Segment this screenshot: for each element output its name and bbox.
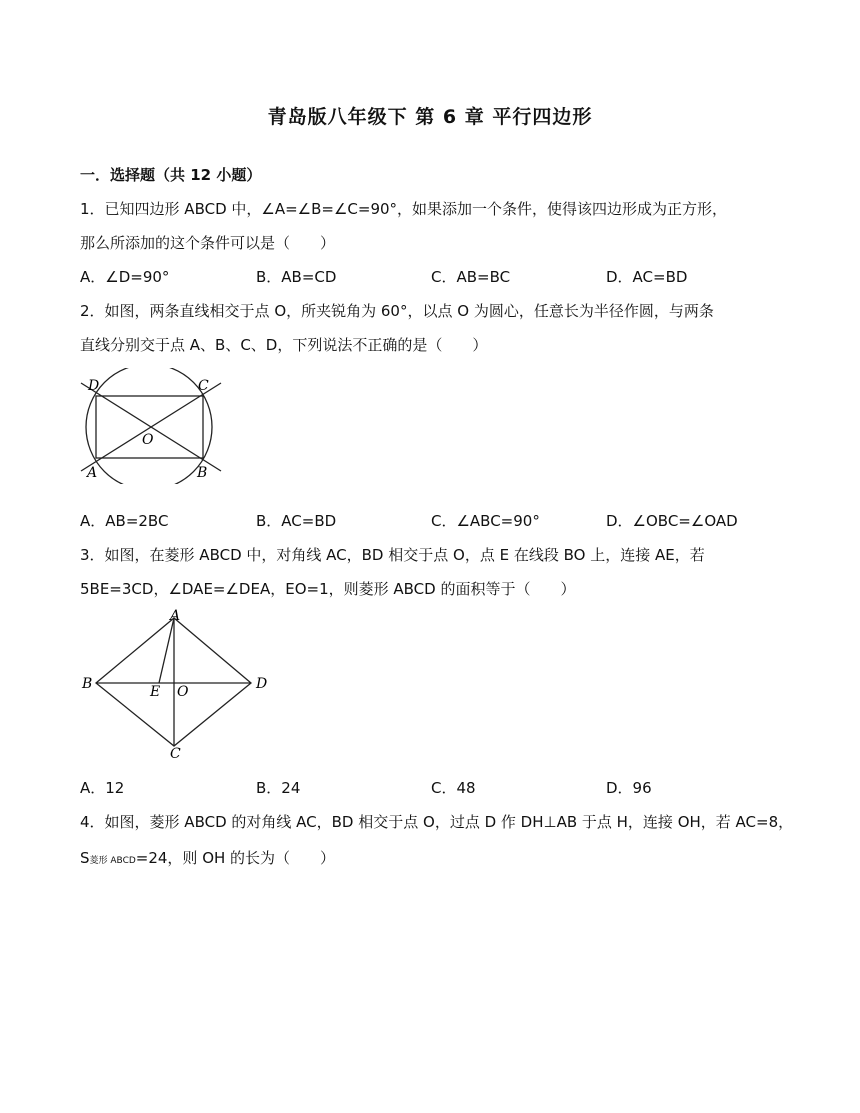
question-4-line-1: 4．如图，菱形 ABCD 的对角线 AC，BD 相交于点 O，过点 D 作 DH⊥AB 于点 H，连接 OH，若 AC=8， (80, 813, 794, 831)
question-2-option-c: C．∠ABC=90° (431, 512, 540, 530)
label-c: C (198, 378, 209, 394)
question-3-option-a: A．12 (80, 779, 125, 797)
question-2-option-d: D．∠OBC=∠OAD (606, 512, 738, 530)
label-o: O (142, 432, 154, 448)
question-1-option-d: D．AC=BD (606, 268, 688, 286)
label-b: B (197, 465, 208, 481)
question-1-line-2: 那么所添加的这个条件可以是（ ） (80, 234, 336, 252)
question-2-option-a: A．AB=2BC (80, 512, 169, 530)
rhombus-figure (78, 608, 274, 764)
circle-rectangle-figure (78, 368, 228, 484)
question-1-option-b: B．AB=CD (256, 268, 337, 286)
segment-ae (159, 618, 174, 683)
question-1-option-a: A．∠D=90° (80, 268, 170, 286)
question-3-option-d: D．96 (606, 779, 652, 797)
question-4-line-2 (80, 847, 335, 868)
page-title: 青岛版八年级下 第 6 章 平行四边形 (267, 106, 593, 128)
label-o: O (177, 684, 189, 700)
question-3-line-1: 3．如图，在菱形 ABCD 中，对角线 AC，BD 相交于点 O，点 E 在线段 BO 上，连接 AE，若 (80, 546, 705, 564)
area-subscript: 菱形 ABCD (89, 856, 136, 866)
question-1-option-c: C．AB=BC (431, 268, 511, 286)
label-e: E (150, 684, 161, 700)
label-d: D (256, 676, 268, 692)
question-2-line-2: 直线分别交于点 A、B、C、D，下列说法不正确的是（ ） (80, 336, 488, 354)
label-d: D (88, 378, 100, 394)
label-c: C (170, 746, 181, 762)
section-heading: 一．选择题（共 12 小题） (80, 166, 262, 184)
area-symbol: S (80, 849, 90, 867)
question-3-option-b: B．24 (256, 779, 301, 797)
label-a: A (87, 465, 98, 481)
question-2-option-b: B．AC=BD (256, 512, 337, 530)
rectangle-shape (96, 396, 203, 458)
label-a: A (170, 608, 181, 624)
question-3-option-c: C．48 (431, 779, 476, 797)
label-b: B (82, 676, 93, 692)
question-4-line-2-text: =24，则 OH 的长为（ ） (135, 849, 336, 867)
question-1-line-1: 1．已知四边形 ABCD 中，∠A=∠B=∠C=90°，如果添加一个条件，使得该四边形成为正方形， (80, 200, 728, 218)
question-2-line-1: 2．如图，两条直线相交于点 O，所夹锐角为 60°，以点 O 为圆心，任意长为半径作圆，与两条 (80, 302, 714, 320)
question-3-line-2: 5BE=3CD，∠DAE=∠DEA，EO=1，则菱形 ABCD 的面积等于（ ） (80, 580, 576, 598)
